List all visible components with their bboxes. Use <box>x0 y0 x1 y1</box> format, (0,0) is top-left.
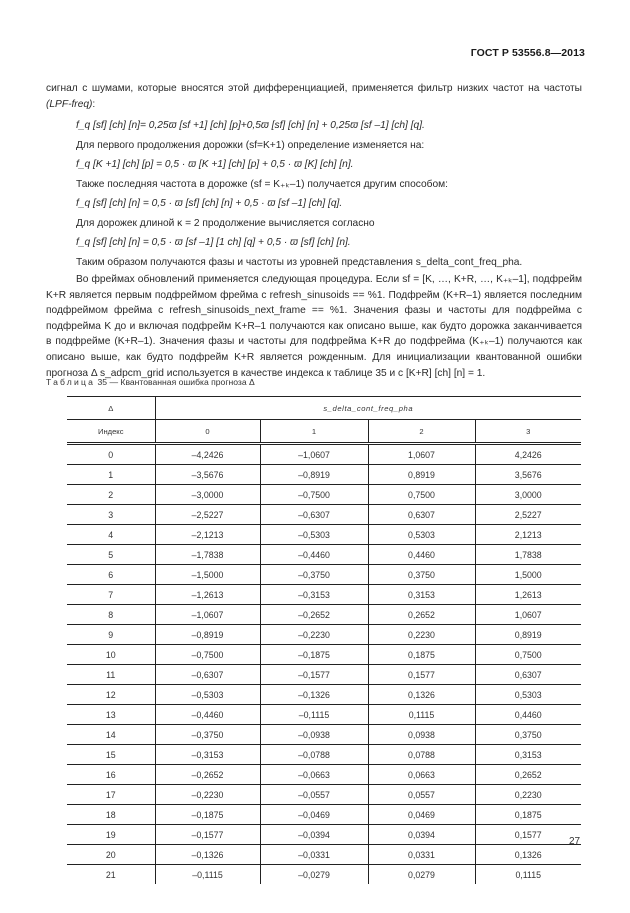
value-cell-2: 0,0663 <box>368 765 475 785</box>
value-cell-0: –3,0000 <box>155 485 260 505</box>
value-cell-2: 0,5303 <box>368 525 475 545</box>
value-cell-0: –2,5227 <box>155 505 260 525</box>
value-cell-3: 4,2426 <box>475 444 581 465</box>
page-number: 27 <box>569 836 581 847</box>
value-cell-0: –0,7500 <box>155 645 260 665</box>
value-cell-0: –0,6307 <box>155 665 260 685</box>
value-cell-2: 0,1115 <box>368 705 475 725</box>
value-cell-2: 0,7500 <box>368 485 475 505</box>
value-cell-3: 0,7500 <box>475 645 581 665</box>
value-cell-3: 2,1213 <box>475 525 581 545</box>
table-caption <box>46 377 255 387</box>
value-cell-3: 0,1577 <box>475 825 581 845</box>
value-cell-0: –0,8919 <box>155 625 260 645</box>
table-row <box>67 785 581 805</box>
value-cell-3: 0,1115 <box>475 865 581 885</box>
caption-text: — Квантованная ошибка прогноза Δ <box>107 377 255 387</box>
index-cell: 13 <box>67 705 155 725</box>
value-cell-0: –0,4460 <box>155 705 260 725</box>
value-cell-0: –1,7838 <box>155 545 260 565</box>
value-cell-0: –0,3750 <box>155 725 260 745</box>
table-row <box>67 685 581 705</box>
value-cell-3: 1,0607 <box>475 605 581 625</box>
value-cell-1: –0,1577 <box>260 665 368 685</box>
value-cell-3: 0,3153 <box>475 745 581 765</box>
column-header-0: 0 <box>155 420 260 444</box>
value-cell-0: –3,5676 <box>155 465 260 485</box>
caption-number: 35 <box>97 377 108 387</box>
value-cell-3: 0,1875 <box>475 805 581 825</box>
value-cell-1: –0,1115 <box>260 705 368 725</box>
indented-text-line: Также последняя частота в дорожке (sf = K₊ₖ–1) получается другим способом: <box>76 179 448 190</box>
value-cell-0: –0,5303 <box>155 685 260 705</box>
value-cell-1: –0,0788 <box>260 745 368 765</box>
value-cell-0: –0,2230 <box>155 785 260 805</box>
value-cell-1: –0,1875 <box>260 645 368 665</box>
value-cell-3: 2,5227 <box>475 505 581 525</box>
value-cell-0: –0,1875 <box>155 805 260 825</box>
value-cell-2: 0,3153 <box>368 585 475 605</box>
table-row <box>67 765 581 785</box>
value-cell-1: –1,0607 <box>260 444 368 465</box>
table-row <box>67 625 581 645</box>
value-cell-3: 3,5676 <box>475 465 581 485</box>
index-cell: 5 <box>67 545 155 565</box>
table-row <box>67 505 581 525</box>
table-row <box>67 825 581 845</box>
table-header-row-1 <box>67 397 581 420</box>
value-cell-0: –1,0607 <box>155 605 260 625</box>
table-row <box>67 565 581 585</box>
table-row <box>67 845 581 865</box>
index-cell: 3 <box>67 505 155 525</box>
index-cell: 1 <box>67 465 155 485</box>
value-cell-3: 0,1326 <box>475 845 581 865</box>
value-cell-2: 0,1875 <box>368 645 475 665</box>
index-cell: 2 <box>67 485 155 505</box>
formula-line: f_q [sf] [ch] [n] = 0,5 · ϖ [sf] [ch] [n] + 0,5 · ϖ [sf –1] [ch] [q]. <box>76 198 343 209</box>
table-row <box>67 865 581 885</box>
table-row <box>67 805 581 825</box>
intro-colon: : <box>92 98 96 110</box>
value-cell-2: 0,2230 <box>368 625 475 645</box>
value-cell-1: –0,2230 <box>260 625 368 645</box>
group-header-cell: s_delta_cont_freq_pha <box>155 397 581 420</box>
index-cell: 20 <box>67 845 155 865</box>
value-cell-1: –0,3153 <box>260 585 368 605</box>
value-cell-1: –0,5303 <box>260 525 368 545</box>
value-cell-0: –0,1326 <box>155 845 260 865</box>
index-cell: 8 <box>67 605 155 625</box>
value-cell-0: –1,2613 <box>155 585 260 605</box>
value-cell-0: –0,1577 <box>155 825 260 845</box>
value-cell-2: 0,8919 <box>368 465 475 485</box>
index-cell: 16 <box>67 765 155 785</box>
value-cell-2: 0,6307 <box>368 505 475 525</box>
value-cell-0: –1,5000 <box>155 565 260 585</box>
value-cell-3: 1,7838 <box>475 545 581 565</box>
value-cell-2: 0,0331 <box>368 845 475 865</box>
value-cell-1: –0,0331 <box>260 845 368 865</box>
value-cell-1: –0,0394 <box>260 825 368 845</box>
value-cell-2: 0,3750 <box>368 565 475 585</box>
index-cell: 7 <box>67 585 155 605</box>
column-header-1: 1 <box>260 420 368 444</box>
intro-paragraph <box>46 81 582 112</box>
table-row <box>67 605 581 625</box>
table-row <box>67 725 581 745</box>
index-cell: 15 <box>67 745 155 765</box>
value-cell-1: –0,0938 <box>260 725 368 745</box>
table-row <box>67 665 581 685</box>
document-header: ГОСТ Р 53556.8—2013 <box>470 47 585 59</box>
table-row <box>67 545 581 565</box>
value-cell-3: 0,8919 <box>475 625 581 645</box>
value-cell-2: 0,1326 <box>368 685 475 705</box>
value-cell-2: 0,4460 <box>368 545 475 565</box>
value-cell-2: 0,0938 <box>368 725 475 745</box>
index-cell: 12 <box>67 685 155 705</box>
index-cell: 9 <box>67 625 155 645</box>
value-cell-1: –0,8919 <box>260 465 368 485</box>
index-cell: 17 <box>67 785 155 805</box>
column-header-2: 2 <box>368 420 475 444</box>
table-row <box>67 745 581 765</box>
indented-text-line: Для дорожек длиной κ = 2 продолжение вычисляется согласно <box>76 218 375 229</box>
value-cell-3: 0,5303 <box>475 685 581 705</box>
caption-prefix: Таблица <box>46 377 96 387</box>
value-cell-1: –0,0469 <box>260 805 368 825</box>
value-cell-1: –0,1326 <box>260 685 368 705</box>
indented-text-line: Для первого продолжения дорожки (sf=K+1) определение изменяется на: <box>76 140 425 151</box>
index-cell: 21 <box>67 865 155 885</box>
table-row <box>67 705 581 725</box>
table-header-row-2 <box>67 420 581 444</box>
value-cell-1: –0,2652 <box>260 605 368 625</box>
value-cell-1: –0,4460 <box>260 545 368 565</box>
index-cell: 14 <box>67 725 155 745</box>
index-cell: 18 <box>67 805 155 825</box>
formula-line: f_q [sf] [ch] [n]= 0,25ϖ [sf +1] [ch] [p]+0,5ϖ [sf] [ch] [n] + 0,25ϖ [sf –1] [ch] [q]. <box>76 120 425 131</box>
value-cell-1: –0,0557 <box>260 785 368 805</box>
value-cell-1: –0,6307 <box>260 505 368 525</box>
delta-header-cell: Δ <box>67 397 155 420</box>
value-cell-3: 0,2230 <box>475 785 581 805</box>
value-cell-1: –0,0663 <box>260 765 368 785</box>
index-cell: 0 <box>67 444 155 465</box>
table-row <box>67 485 581 505</box>
value-cell-0: –4,2426 <box>155 444 260 465</box>
value-cell-3: 3,0000 <box>475 485 581 505</box>
table-row <box>67 525 581 545</box>
formula-line: f_q [K +1] [ch] [p] = 0,5 · ϖ [K +1] [ch] [p] + 0,5 · ϖ [K] [ch] [n]. <box>76 159 354 170</box>
index-cell: 6 <box>67 565 155 585</box>
quantized-error-table <box>67 396 581 884</box>
value-cell-3: 1,5000 <box>475 565 581 585</box>
value-cell-1: –0,3750 <box>260 565 368 585</box>
value-cell-1: –0,0279 <box>260 865 368 885</box>
value-cell-3: 0,2652 <box>475 765 581 785</box>
formula-line: f_q [sf] [ch] [n] = 0,5 · ϖ [sf –1] [1 ch] [q] + 0,5 · ϖ [sf] [ch] [n]. <box>76 237 351 248</box>
value-cell-3: 0,3750 <box>475 725 581 745</box>
value-cell-0: –0,2652 <box>155 765 260 785</box>
value-cell-0: –0,3153 <box>155 745 260 765</box>
value-cell-0: –2,1213 <box>155 525 260 545</box>
table-body <box>67 444 581 885</box>
value-cell-0: –0,1115 <box>155 865 260 885</box>
table-row <box>67 444 581 465</box>
index-cell: 4 <box>67 525 155 545</box>
value-cell-2: 0,0394 <box>368 825 475 845</box>
value-cell-2: 0,0279 <box>368 865 475 885</box>
index-cell: 19 <box>67 825 155 845</box>
value-cell-2: 0,1577 <box>368 665 475 685</box>
value-cell-2: 0,0557 <box>368 785 475 805</box>
value-cell-3: 1,2613 <box>475 585 581 605</box>
value-cell-2: 1,0607 <box>368 444 475 465</box>
value-cell-1: –0,7500 <box>260 485 368 505</box>
table-row <box>67 645 581 665</box>
value-cell-2: 0,0788 <box>368 745 475 765</box>
refresh-procedure-paragraph: Во фреймах обновлений применяется следующая процедура. Если sf = [K, …, K+R, …, K₊ₖ–1], подфрейм K+R является первым подфреймом фрейма с refresh_sinusoids == %1. Подфрейм (K+R–1) является последним подфреймом фрейма с refresh_sinusoids_next_frame == %1. Значения фазы и частоты для подфрейма с подфрейма K до и включая подфрейм K+R–1 получаются как описано выше, как будто дорожка заканчивается в подфрейме (K+R–1). Значения фазы и частоты для подфрейма K+R до подфрейма (K₊ₖ–1) получаются как описано выше, как будто подфрейм K+R является рожденным. Для инициализации квантованной ошибки прогноза Δ s_adpcm_grid используется в качестве индекса к таблице 35 и с [K+R] [ch] [n] = 1. <box>46 274 582 379</box>
table-row <box>67 465 581 485</box>
value-cell-2: 0,2652 <box>368 605 475 625</box>
indented-text-line: Таким образом получаются фазы и частоты из уровней представления s_delta_cont_freq_pha. <box>76 257 523 268</box>
lpf-label: (LPF-freq) <box>46 98 93 110</box>
column-header-3: 3 <box>475 420 581 444</box>
index-cell: 11 <box>67 665 155 685</box>
index-header-cell: Индекс <box>67 420 155 444</box>
table-row <box>67 585 581 605</box>
value-cell-2: 0,0469 <box>368 805 475 825</box>
value-cell-3: 0,6307 <box>475 665 581 685</box>
index-cell: 10 <box>67 645 155 665</box>
intro-text: сигнал с шумами, которые вносятся этой дифференциацией, применяется фильтр низких частот на частоты <box>46 83 582 94</box>
value-cell-3: 0,4460 <box>475 705 581 725</box>
